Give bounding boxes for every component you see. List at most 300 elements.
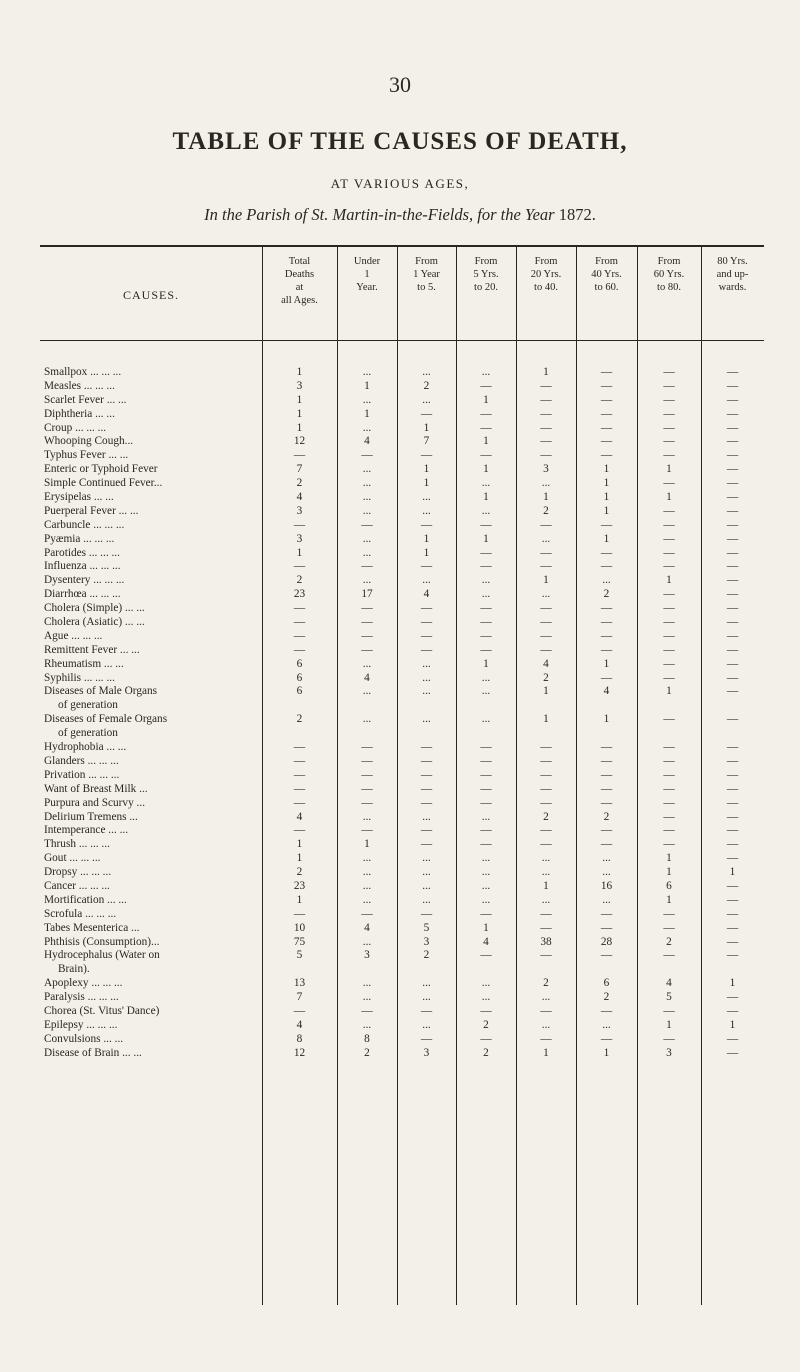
value-cell: ...	[422, 852, 431, 865]
value-cell: —	[540, 824, 552, 837]
cause-cell	[44, 977, 260, 991]
value-cell: ...	[422, 893, 431, 906]
cause-label: Simple Continued Fever...	[44, 477, 163, 490]
value-cell: —	[726, 393, 739, 406]
value-cell: —	[480, 907, 492, 920]
value-cell: 1	[603, 491, 610, 504]
value-cell: —	[540, 907, 552, 920]
cause-cell	[44, 588, 260, 602]
value-cell: —	[726, 768, 739, 781]
value-cell: 1	[483, 491, 489, 504]
table-row	[40, 838, 764, 852]
value-cell: —	[663, 810, 675, 823]
value-cell: —	[293, 518, 306, 531]
value-cell: ...	[362, 810, 372, 823]
value-cell: 1	[543, 879, 549, 892]
value-cell: 1	[603, 532, 610, 545]
value-cell: —	[726, 713, 739, 726]
column-header: 80 Yrs. and up- wards.	[716, 256, 749, 293]
value-cell: 1	[666, 685, 672, 698]
value-cell: 1	[729, 866, 736, 879]
value-cell: —	[293, 754, 306, 767]
value-cell: ...	[362, 866, 372, 879]
value-cell: 2	[483, 1018, 489, 1031]
value-cell: 4	[483, 935, 489, 948]
value-cell: 4	[364, 435, 370, 448]
value-cell: 2	[483, 1046, 489, 1059]
table-title: TABLE OF THE CAUSES OF DEATH,	[172, 128, 628, 155]
value-cell: —	[600, 518, 613, 531]
value-cell: —	[600, 366, 613, 378]
cause-label: Hydrophobia ... ...	[44, 741, 127, 754]
table-row	[40, 1005, 764, 1019]
value-cell: 3	[423, 1046, 430, 1059]
cause-cell	[44, 602, 260, 616]
value-cell: —	[663, 1032, 675, 1045]
value-cell: —	[663, 713, 675, 726]
cause-label: Cancer ... ... ...	[44, 879, 110, 892]
value-cell: 75	[293, 935, 306, 948]
table-row	[40, 588, 764, 602]
value-cell: —	[420, 602, 433, 615]
value-cell: 8	[296, 1032, 303, 1045]
table-row	[40, 630, 764, 644]
value-cell: 2	[543, 810, 549, 823]
cause-label: Hydrocephalus (Water on	[44, 949, 160, 962]
cause-cell	[44, 949, 260, 977]
value-cell: 1	[364, 407, 370, 420]
value-cell: 12	[293, 435, 306, 448]
cause-label: Diseases of Female Organs	[44, 713, 168, 726]
table-row	[40, 463, 764, 477]
value-cell: ...	[541, 1018, 551, 1031]
value-cell: 2	[423, 379, 430, 392]
value-cell: 3	[296, 504, 303, 517]
table-row	[40, 824, 764, 838]
table-row	[40, 811, 764, 825]
table-top-rule	[40, 245, 764, 247]
cause-cell	[44, 422, 260, 436]
cause-cell	[44, 630, 260, 644]
value-cell: —	[726, 560, 739, 573]
table-row	[40, 741, 764, 755]
cause-cell	[44, 1005, 260, 1019]
cause-label-continuation: Brain).	[58, 963, 90, 976]
table-row	[40, 491, 764, 505]
value-cell: 23	[293, 879, 306, 892]
value-cell: 1	[729, 1018, 736, 1031]
value-cell: 4	[296, 1018, 303, 1031]
value-cell: 2	[666, 935, 672, 948]
value-cell: —	[726, 463, 739, 476]
value-cell: —	[726, 949, 739, 962]
value-cell: —	[663, 657, 675, 670]
value-cell: 12	[293, 1046, 306, 1059]
cause-cell	[44, 435, 260, 449]
value-cell: 7	[423, 435, 430, 448]
value-cell: —	[420, 449, 433, 462]
value-cell: 1	[483, 393, 489, 406]
value-cell: 1	[543, 713, 549, 726]
value-cell: 1	[483, 532, 489, 545]
value-cell: 1	[603, 504, 610, 517]
value-cell: —	[726, 435, 739, 448]
value-cell: —	[420, 796, 433, 809]
value-cell: ...	[362, 991, 372, 1004]
value-cell: 1	[666, 574, 672, 587]
value-cell: 16	[600, 879, 613, 892]
value-cell: 4	[364, 671, 370, 684]
value-cell: —	[420, 907, 433, 920]
cause-label: Epilepsy ... ... ...	[44, 1018, 118, 1031]
value-cell: 1	[296, 546, 303, 559]
value-cell: 4	[543, 657, 549, 670]
value-cell: —	[361, 518, 373, 531]
value-cell: —	[726, 532, 739, 545]
value-cell: —	[480, 449, 492, 462]
table-header-rule	[40, 340, 764, 341]
value-cell: —	[663, 560, 675, 573]
value-cell: 1	[296, 393, 303, 406]
cause-cell	[44, 380, 260, 394]
value-cell: —	[726, 838, 739, 851]
table-row	[40, 658, 764, 672]
value-cell: 4	[423, 588, 430, 601]
value-cell: 6	[296, 685, 303, 698]
cause-label: Influenza ... ... ...	[44, 560, 121, 573]
value-cell: —	[600, 435, 613, 448]
value-cell: ...	[362, 935, 372, 948]
value-cell: 5	[423, 921, 430, 934]
value-cell: —	[600, 421, 613, 434]
value-cell: —	[420, 518, 433, 531]
value-cell: —	[726, 379, 739, 392]
value-cell: —	[480, 379, 492, 392]
value-cell: 1	[296, 838, 303, 851]
table-caption	[0, 205, 800, 225]
value-cell: 1	[364, 838, 370, 851]
value-cell: 4	[296, 491, 303, 504]
value-cell: —	[600, 949, 613, 962]
cause-cell	[44, 505, 260, 519]
cause-cell	[44, 908, 260, 922]
table-row	[40, 908, 764, 922]
value-cell: —	[540, 518, 552, 531]
cause-label: Mortification ... ...	[44, 893, 127, 906]
value-cell: ...	[602, 852, 611, 865]
value-cell: —	[361, 643, 373, 656]
cause-cell	[44, 394, 260, 408]
value-cell: —	[540, 1005, 552, 1018]
value-cell: —	[540, 449, 552, 462]
table-row	[40, 644, 764, 658]
value-cell: 23	[293, 588, 306, 601]
value-cell: 1	[364, 379, 370, 392]
value-cell: —	[480, 1032, 492, 1045]
cause-label: Ague ... ... ...	[44, 629, 103, 642]
value-cell: 1	[296, 407, 303, 420]
value-cell: ...	[362, 852, 372, 865]
table-row	[40, 449, 764, 463]
value-cell: 1	[423, 421, 430, 434]
cause-cell	[44, 519, 260, 533]
value-cell: 2	[543, 671, 549, 684]
value-cell: 1	[296, 366, 303, 378]
value-cell: —	[726, 991, 739, 1004]
value-cell: —	[726, 366, 739, 378]
value-cell: 1	[603, 657, 610, 670]
value-cell: —	[726, 574, 739, 587]
value-cell: —	[663, 741, 675, 754]
value-cell: —	[420, 560, 433, 573]
value-cell: —	[600, 393, 613, 406]
value-cell: ...	[422, 491, 431, 504]
value-cell: 7	[296, 463, 303, 476]
value-cell: 1	[666, 866, 672, 879]
value-cell: —	[600, 602, 613, 615]
table-subtitle: AT VARIOUS AGES,	[330, 176, 470, 191]
cause-cell	[44, 574, 260, 588]
value-cell: —	[663, 949, 675, 962]
value-cell: —	[726, 643, 739, 656]
value-cell: 1	[666, 852, 672, 865]
value-cell: 4	[364, 921, 370, 934]
value-cell: —	[540, 796, 552, 809]
cause-label: Privation ... ... ...	[44, 768, 120, 781]
value-cell: —	[726, 824, 739, 837]
value-cell: 1	[483, 657, 489, 670]
value-cell: —	[420, 838, 433, 851]
value-cell: —	[293, 560, 306, 573]
value-cell: ...	[422, 1018, 431, 1031]
table-row	[40, 852, 764, 866]
value-cell: 1	[729, 977, 736, 990]
table-row	[40, 422, 764, 436]
value-cell: —	[663, 546, 675, 559]
value-cell: —	[726, 810, 739, 823]
table-row	[40, 1047, 764, 1061]
cause-cell	[44, 866, 260, 880]
value-cell: —	[420, 629, 433, 642]
table-row	[40, 435, 764, 449]
value-cell: —	[361, 560, 373, 573]
cause-label: Whooping Cough...	[44, 435, 134, 448]
cause-label: Scrofula ... ... ...	[44, 907, 117, 920]
value-cell: —	[726, 616, 739, 629]
value-cell: —	[540, 616, 552, 629]
value-cell: ...	[602, 574, 611, 587]
value-cell: 4	[603, 685, 610, 698]
value-cell: ...	[481, 366, 491, 378]
cause-cell	[44, 852, 260, 866]
value-cell: —	[663, 379, 675, 392]
value-cell: —	[540, 407, 552, 420]
value-cell: —	[600, 782, 613, 795]
value-cell: —	[726, 407, 739, 420]
value-cell: —	[600, 907, 613, 920]
value-cell: —	[726, 935, 739, 948]
cause-label: Paralysis ... ... ...	[44, 991, 119, 1004]
value-cell: —	[726, 546, 739, 559]
value-cell: 17	[361, 588, 373, 601]
cause-cell	[44, 1033, 260, 1047]
value-cell: ...	[541, 588, 551, 601]
cause-label: Remittent Fever ... ...	[44, 643, 140, 656]
value-cell: 2	[423, 949, 430, 962]
value-cell: —	[293, 629, 306, 642]
cause-cell	[44, 477, 260, 491]
value-cell: ...	[362, 657, 372, 670]
value-cell: 1	[666, 1018, 672, 1031]
table-row	[40, 616, 764, 630]
value-cell: —	[600, 379, 613, 392]
cause-cell	[44, 658, 260, 672]
value-cell: —	[600, 671, 613, 684]
value-cell: 1	[603, 477, 610, 490]
value-cell: —	[726, 741, 739, 754]
value-cell: —	[480, 518, 492, 531]
value-cell: 2	[296, 713, 303, 726]
cause-label: Apoplexy ... ... ...	[44, 977, 123, 990]
value-cell: —	[663, 435, 675, 448]
cause-label: Want of Breast Milk ...	[44, 782, 148, 795]
cause-cell	[44, 922, 260, 936]
value-cell: —	[726, 491, 739, 504]
cause-label: Rheumatism ... ...	[44, 657, 124, 670]
cause-label: Smallpox ... ... ...	[44, 366, 122, 378]
cause-cell	[44, 560, 260, 574]
value-cell: 2	[543, 504, 549, 517]
table-row	[40, 560, 764, 574]
value-cell: ...	[422, 879, 431, 892]
table-row	[40, 894, 764, 908]
value-cell: —	[361, 602, 373, 615]
table-row	[40, 755, 764, 769]
value-cell: —	[600, 629, 613, 642]
cause-label: Phthisis (Consumption)...	[44, 935, 160, 948]
cause-label-continuation: of generation	[58, 727, 118, 740]
value-cell: ...	[541, 991, 551, 1004]
value-cell: —	[726, 921, 739, 934]
table-row	[40, 991, 764, 1005]
value-cell: —	[361, 782, 373, 795]
value-cell: 28	[600, 935, 613, 948]
value-cell: ...	[481, 477, 491, 490]
value-cell: ...	[541, 893, 551, 906]
value-cell: ...	[362, 366, 372, 378]
cause-label: Convulsions ... ...	[44, 1032, 124, 1045]
value-cell: ...	[481, 852, 491, 865]
value-cell: —	[726, 477, 739, 490]
value-cell: 1	[296, 852, 303, 865]
cause-cell	[44, 672, 260, 686]
value-cell: ...	[362, 421, 372, 434]
table-row	[40, 380, 764, 394]
value-cell: —	[420, 768, 433, 781]
value-cell: —	[480, 421, 492, 434]
value-cell: —	[663, 643, 675, 656]
value-cell: —	[726, 588, 739, 601]
value-cell: —	[600, 921, 613, 934]
cause-cell	[44, 783, 260, 797]
value-cell: —	[663, 616, 675, 629]
cause-cell	[44, 713, 260, 741]
value-cell: —	[726, 671, 739, 684]
value-cell: —	[663, 366, 675, 378]
value-cell: —	[663, 532, 675, 545]
table-row	[40, 477, 764, 491]
value-cell: 2	[296, 477, 303, 490]
cause-cell	[44, 1019, 260, 1033]
value-cell: —	[600, 768, 613, 781]
value-cell: 2	[603, 588, 610, 601]
table-row	[40, 533, 764, 547]
cause-label: Parotides ... ... ...	[44, 546, 120, 559]
cause-label: Cholera (Asiatic) ... ...	[44, 616, 145, 629]
value-cell: 4	[296, 810, 303, 823]
value-cell: ...	[541, 532, 551, 545]
value-cell: —	[540, 435, 552, 448]
value-cell: ...	[362, 463, 372, 476]
value-cell: 6	[296, 657, 303, 670]
value-cell: —	[293, 782, 306, 795]
value-cell: ...	[362, 1018, 372, 1031]
cause-label: Glanders ... ... ...	[44, 754, 119, 767]
value-cell: —	[663, 768, 675, 781]
value-cell: ...	[362, 532, 372, 545]
value-cell: ...	[541, 852, 551, 865]
value-cell: ...	[481, 685, 491, 698]
value-cell: —	[540, 560, 552, 573]
value-cell: —	[480, 782, 492, 795]
cause-label: Enteric or Typhoid Fever	[44, 463, 158, 476]
value-cell: —	[480, 546, 492, 559]
table-row	[40, 936, 764, 950]
value-cell: ...	[481, 866, 491, 879]
causes-column-header: CAUSES.	[122, 288, 179, 302]
value-cell: 1	[603, 1046, 610, 1059]
table-body	[40, 366, 764, 1061]
value-cell: —	[480, 602, 492, 615]
table-row	[40, 1033, 764, 1047]
value-cell: —	[663, 449, 675, 462]
value-cell: ...	[422, 866, 431, 879]
value-cell: —	[540, 768, 552, 781]
cause-cell	[44, 547, 260, 561]
value-cell: —	[600, 1005, 613, 1018]
value-cell: ...	[422, 671, 431, 684]
cause-label: Scarlet Fever ... ...	[44, 393, 127, 406]
value-cell: —	[663, 838, 675, 851]
value-cell: —	[663, 504, 675, 517]
table-row	[40, 783, 764, 797]
value-cell: —	[480, 768, 492, 781]
value-cell: —	[600, 449, 613, 462]
cause-cell	[44, 769, 260, 783]
value-cell: ...	[481, 893, 491, 906]
value-cell: —	[663, 1005, 675, 1018]
cause-label: Carbuncle ... ... ...	[44, 518, 125, 531]
value-cell: —	[726, 893, 739, 906]
value-cell: 1	[603, 463, 610, 476]
value-cell: ...	[481, 588, 491, 601]
cause-cell	[44, 616, 260, 630]
value-cell: —	[663, 824, 675, 837]
value-cell: —	[480, 1005, 492, 1018]
value-cell: ...	[422, 504, 431, 517]
cause-cell	[44, 1047, 260, 1061]
column-header: From 60 Yrs. to 80.	[653, 256, 685, 293]
